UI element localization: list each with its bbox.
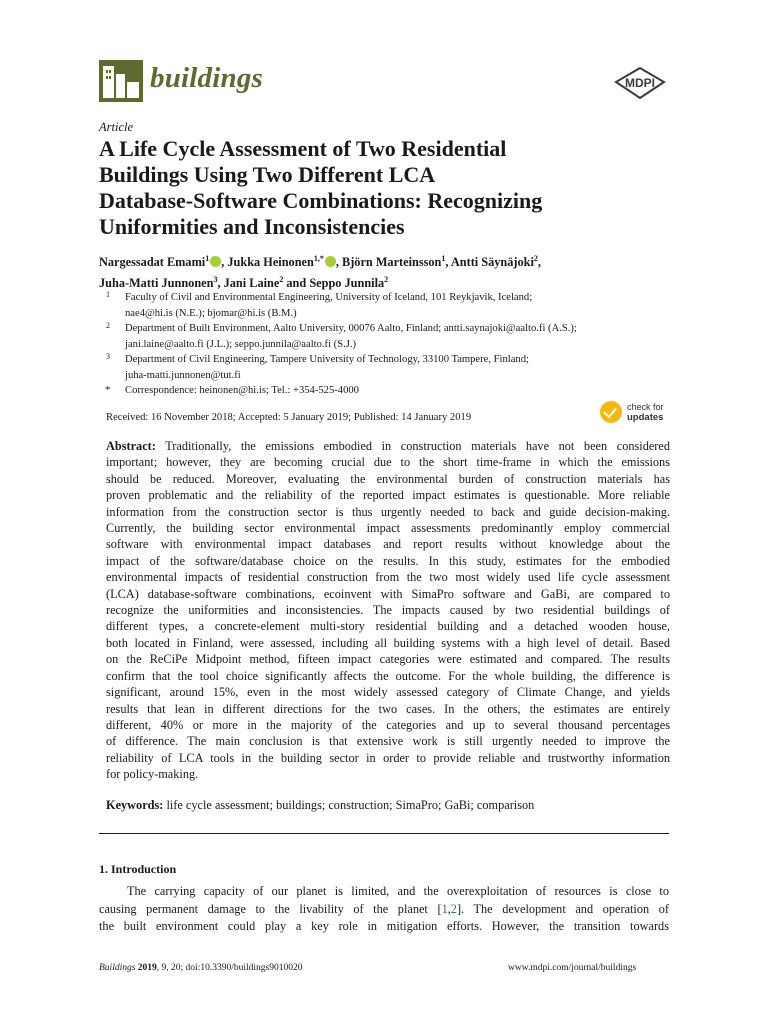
affiliation-line: Department of Built Environment, Aalto University, 00076 Aalto, Finland; antti.saynajoki@aalto.fi (A.S.); — [125, 323, 577, 334]
intro-text: ]. The development and operation of — [456, 901, 670, 916]
intro-text: causing permanent damage to the livability of the planet [ — [99, 901, 442, 916]
keywords-label: Keywords: — [106, 798, 164, 812]
intro-line — [99, 901, 669, 919]
abstract-line: different types, a concrete-element multi-story residential building and a detached wooden house, — [106, 619, 670, 634]
author-list — [99, 250, 669, 292]
correspondence — [99, 383, 679, 399]
abstract-line: reliability of LCA tools in the building sector in order to provide reliable and trustworthy information — [106, 750, 670, 765]
keywords-text: life cycle assessment; buildings; construction; SimaPro; GaBi; comparison — [163, 798, 535, 812]
abstract-text: Traditionally, the emissions embodied in construction materials have not been considered — [155, 439, 670, 453]
abstract-line: proven problematic and the reliability of the reported impact estimates is questionable. More reliable — [106, 488, 670, 503]
affiliation-num: 3 — [106, 352, 110, 361]
footer-citation — [99, 963, 302, 973]
author-sep: , — [221, 255, 228, 270]
footer-journal: Buildings — [99, 963, 136, 973]
author-sep: , — [335, 255, 342, 270]
abstract-line: important; however, they are becoming crucial due to the short time-frame in which the emissions — [106, 455, 670, 470]
abstract-line: software with environmental impact databases and report results without knowledge about the — [106, 537, 670, 552]
author-affil: 2 — [384, 275, 389, 285]
orcid-icon[interactable] — [325, 256, 336, 267]
abstract-line: information from the construction sector is thus urgently needed to back and guide decision-making. — [106, 504, 670, 519]
affiliation-line: Faculty of Civil and Environmental Engineering, University of Iceland, 101 Reykjavik, Iceland; — [125, 292, 533, 303]
citation-sep: , — [447, 901, 451, 916]
footer-url[interactable]: www.mdpi.com/journal/buildings — [508, 963, 637, 973]
author-line-1 — [99, 250, 669, 271]
author-affil: 2 — [533, 254, 538, 263]
abstract-line: for policy-making. — [106, 767, 199, 782]
author-name: Seppo Junnila — [309, 276, 385, 291]
abstract-line: of difference. The main conclusion is that extensive work is still urgently needed to improve the — [106, 734, 670, 749]
author-name: Jukka Heinonen — [227, 255, 314, 270]
abstract — [106, 438, 670, 783]
section-divider — [99, 833, 669, 834]
orcid-icon[interactable] — [210, 256, 221, 267]
title-line: Uniformities and Inconsistencies — [99, 214, 405, 239]
abstract-line: environmental impacts of residential construction from the two most widely used life cycle assessment — [106, 570, 670, 585]
abstract-line: on the ReCiPe Midpoint method, fifteen impact categories were estimated and compared. The results — [106, 652, 670, 667]
check-for-updates-badge[interactable] — [600, 401, 672, 427]
title-line: Database-Software Combinations: Recognizing — [99, 188, 543, 213]
affiliation-item — [99, 352, 679, 383]
affiliation-line: jani.laine@aalto.fi (J.L.); seppo.junnila@aalto.fi (S.J.) — [125, 338, 357, 350]
check-icon — [600, 401, 622, 423]
abstract-line — [106, 438, 670, 454]
affiliation-item — [99, 321, 679, 352]
author-sep: and — [283, 276, 310, 291]
abstract-line: both located in Finland, were assessed, including all building systems with a high level of detail. Based — [106, 635, 670, 650]
article-type: Article — [99, 120, 134, 134]
abstract-line: Currently, the building sector environmental impact assessments predominantly employ commercial — [106, 521, 670, 536]
abstract-line: confirm that the tool choice significantly affects the outcome. For the whole building, the difference is — [106, 668, 670, 683]
citation-link-2[interactable]: 2 — [450, 901, 457, 916]
abstract-line: recognize the uniformities and inconsistencies. The impacts caused by two residential buildings of — [106, 603, 670, 618]
author-affil: 1 — [205, 254, 210, 263]
affiliation-num: 1 — [106, 290, 110, 299]
buildings-logo-icon — [99, 60, 143, 102]
correspondence-line: Correspondence: heinonen@hi.is; Tel.: +354-525-4000 — [125, 385, 359, 396]
citation-link-1[interactable]: 1 — [441, 901, 448, 916]
intro-line: The carrying capacity of our planet is limited, and the overexploitation of resources is close to — [127, 884, 669, 898]
abstract-line: should be reduced. Moreover, evaluating the environmental burden of construction materials has — [106, 471, 670, 486]
author-affil: 2 — [279, 275, 284, 285]
affiliation-line: Department of Civil Engineering, Tampere University of Technology, 33100 Tampere, Finland; — [125, 354, 529, 365]
author-sep: , — [445, 255, 451, 270]
affiliation-num: 2 — [106, 321, 110, 330]
author-affil: 1,* — [313, 254, 324, 263]
author-name: Nargessadat Emami — [99, 255, 206, 270]
abstract-label: Abstract: — [106, 439, 156, 453]
article-title — [99, 136, 679, 240]
abstract-line: results that lean in different directions for the two cases. In the others, the estimates are entirely — [106, 701, 670, 716]
check-updates-line2: updates — [627, 412, 664, 423]
mdpi-logo — [612, 66, 668, 100]
footer-doi: , 9, 20; doi:10.3390/buildings9010020 — [156, 963, 303, 973]
title-line: A Life Cycle Assessment of Two Residential — [99, 136, 507, 161]
author-name: Juha-Matti Junnonen — [99, 276, 214, 291]
affiliation-num: * — [105, 384, 111, 396]
keywords — [106, 798, 534, 813]
affiliations — [99, 290, 679, 399]
author-name: Björn Marteinsson — [342, 255, 442, 270]
abstract-line: (LCA) database-software combinations, ecoinvent with SimaPro software and GaBi, are compared to — [106, 586, 670, 601]
footer-year: 2019 — [137, 963, 157, 973]
section-heading: 1. Introduction — [99, 862, 177, 876]
mdpi-logo-text: MDPI — [625, 76, 655, 90]
author-sep: , — [537, 255, 541, 270]
check-updates-line1: check for — [627, 402, 664, 412]
journal-name: buildings — [150, 62, 264, 94]
affiliation-item — [99, 290, 679, 321]
affiliation-line: nae4@hi.is (N.E.); bjomar@hi.is (B.M.) — [125, 307, 297, 319]
intro-paragraph — [99, 883, 669, 936]
title-line: Buildings Using Two Different LCA — [99, 162, 436, 187]
author-affil: 1 — [441, 254, 446, 263]
abstract-line: significant, around 15%, even in the most widely assessed category of Climate Change, and yields — [106, 685, 670, 700]
publication-dates: Received: 16 November 2018; Accepted: 5 January 2019; Published: 14 January 2019 — [106, 412, 472, 423]
affiliation-line: juha-matti.junnonen@tut.fi — [125, 369, 241, 381]
author-name: Antti Säynäjoki — [450, 255, 534, 270]
author-affil: 3 — [213, 275, 218, 285]
abstract-line: impact of the software/database choice on the results. In this study, estimates for the embodied — [106, 553, 670, 568]
author-sep: , — [217, 276, 224, 291]
intro-line: the built environment could play a key role in mitigation efforts. However, the transition towards — [99, 919, 669, 933]
author-name: Jani Laine — [223, 276, 280, 291]
abstract-line: different, 40% or more in the majority of the categories and up to several thousand percentages — [106, 717, 670, 732]
